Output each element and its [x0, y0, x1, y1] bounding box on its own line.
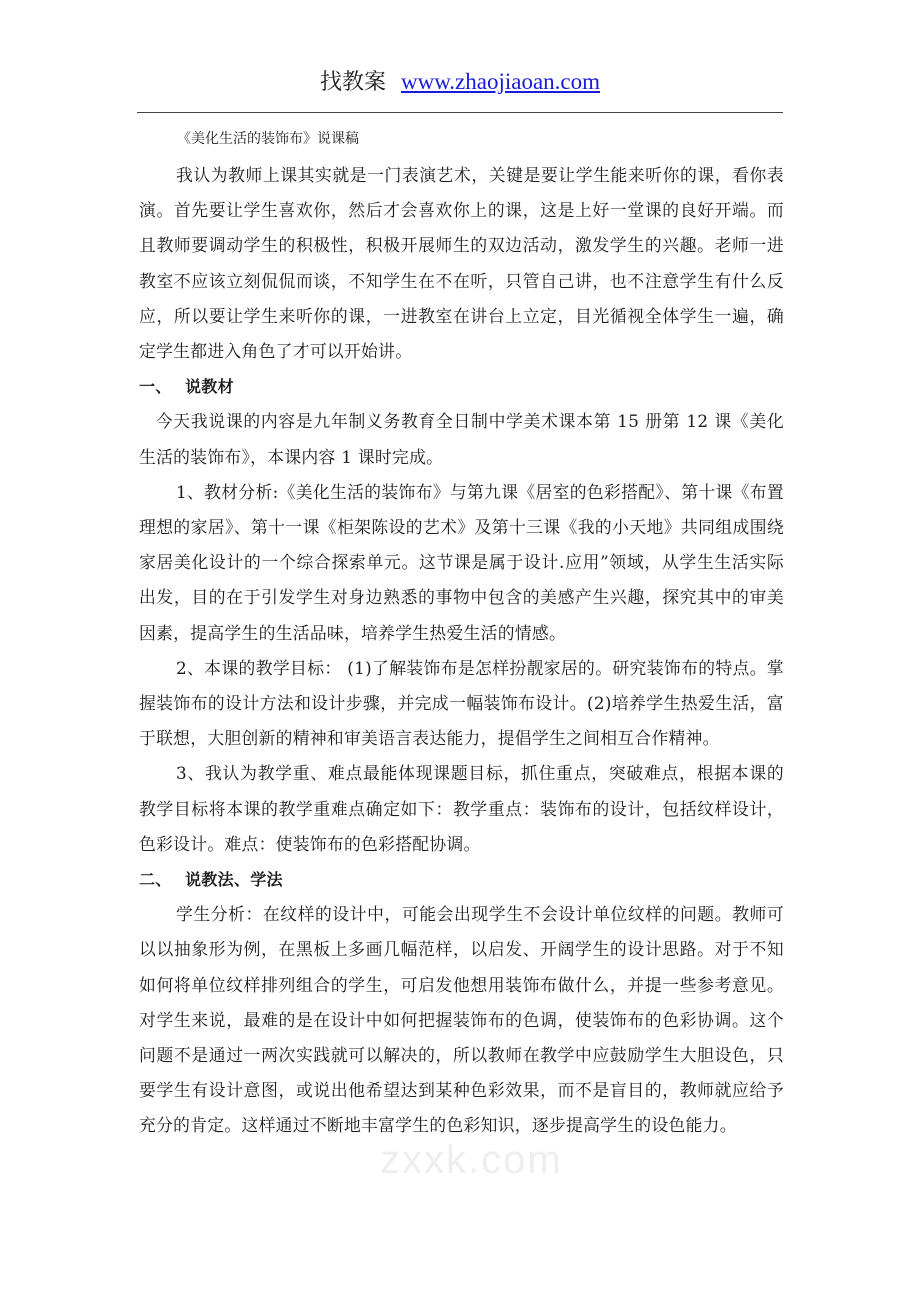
section-title: 说教材	[185, 377, 234, 397]
section-number: 二、	[139, 870, 172, 890]
header-divider	[137, 112, 783, 113]
document-body	[139, 126, 784, 1144]
watermark: zxxk.com	[380, 1138, 563, 1182]
document-title: 《美化生活的装饰布》说课稿	[177, 131, 359, 147]
paragraph: 3、我认为教学重、难点最能体现课题目标，抓住重点，突破难点，根据本课的教学目标将本课的教学重难点确定如下：教学重点：装饰布的设计，包括纹样设计，色彩设计。难点：使装饰布的色彩搭配协调。	[139, 763, 784, 854]
section-title: 说教法、学法	[185, 870, 283, 890]
paragraph: 学生分析：在纹样的设计中，可能会出现学生不会设计单位纹样的问题。教师可以以抽象形为例，在黑板上多画几幅范样，以启发、开阔学生的设计思路。对于不知如何将单位纹样排列组合的学生，可启发他想用装饰布做什么，并提一些参考意见。对学生来说，最难的是在设计中如何把握装饰布的色调，使装饰布的色彩协调。这个问题不是通过一两次实践就可以解决的，所以教师在教学中应鼓励学生大胆设色，只要学生有设计意图，或说出他希望达到某种色彩效果，而不是盲目的，教师就应给予充分的肯定。这样通过不断地丰富学生的色彩知识，逐步提高学生的设色能力。	[139, 904, 784, 1136]
section-number: 一、	[139, 377, 172, 397]
site-name: 找教案	[319, 70, 386, 95]
paragraph: 1、教材分析:《美化生活的装饰布》与第九课《居室的色彩搭配》、第十课《布置理想的家居》、第十一课《柜架陈设的艺术》及第十三课《我的小天地》共同组成围绕家居美化设计的一个综合探索单元。这节课是属于设计.应用”领域，从学生生活实际出发，目的在于引发学生对身边熟悉的事物中包含的美感产生兴趣，探究其中的审美因素，提高学生的生活品味，培养学生热爱生活的情感。	[139, 481, 784, 643]
page-header	[0, 66, 920, 99]
paragraph: 2、本课的教学目标： (1)了解装饰布是怎样扮靓家居的。研究装饰布的特点。掌握装饰布的设计方法和设计步骤，并完成一幅装饰布设计。(2)培养学生热爱生活，富于联想，大胆创新的精神和审美语言表达能力，提倡学生之间相互合作精神。	[139, 657, 784, 749]
section-heading-2	[139, 862, 784, 897]
intro-paragraph: 我认为教师上课其实就是一门表演艺术，关键是要让学生能来听你的课，看你表演。首先要让学生喜欢你，然后才会喜欢你上的课，这是上好一堂课的良好开端。而且教师要调动学生的积极性，积极开展师生的双边活动，激发学生的兴趣。老师一进教室不应该立刻侃侃而谈，不知学生在不在听，只管自己讲，也不注意学生有什么反应，所以要让学生来听你的课，一进教室在讲台上立定，目光循视全体学生一遍，确定学生都进入角色了才可以开始讲。	[139, 165, 784, 362]
paragraph: 今天我说课的内容是九年制义务教育全日制中学美术课本第 15 册第 12 课《美化生活的装饰布》，本课内容 1 课时完成。	[139, 411, 784, 467]
site-url-link[interactable]: www.zhaojiaoan.com	[400, 69, 601, 94]
section-heading-1	[139, 369, 784, 404]
